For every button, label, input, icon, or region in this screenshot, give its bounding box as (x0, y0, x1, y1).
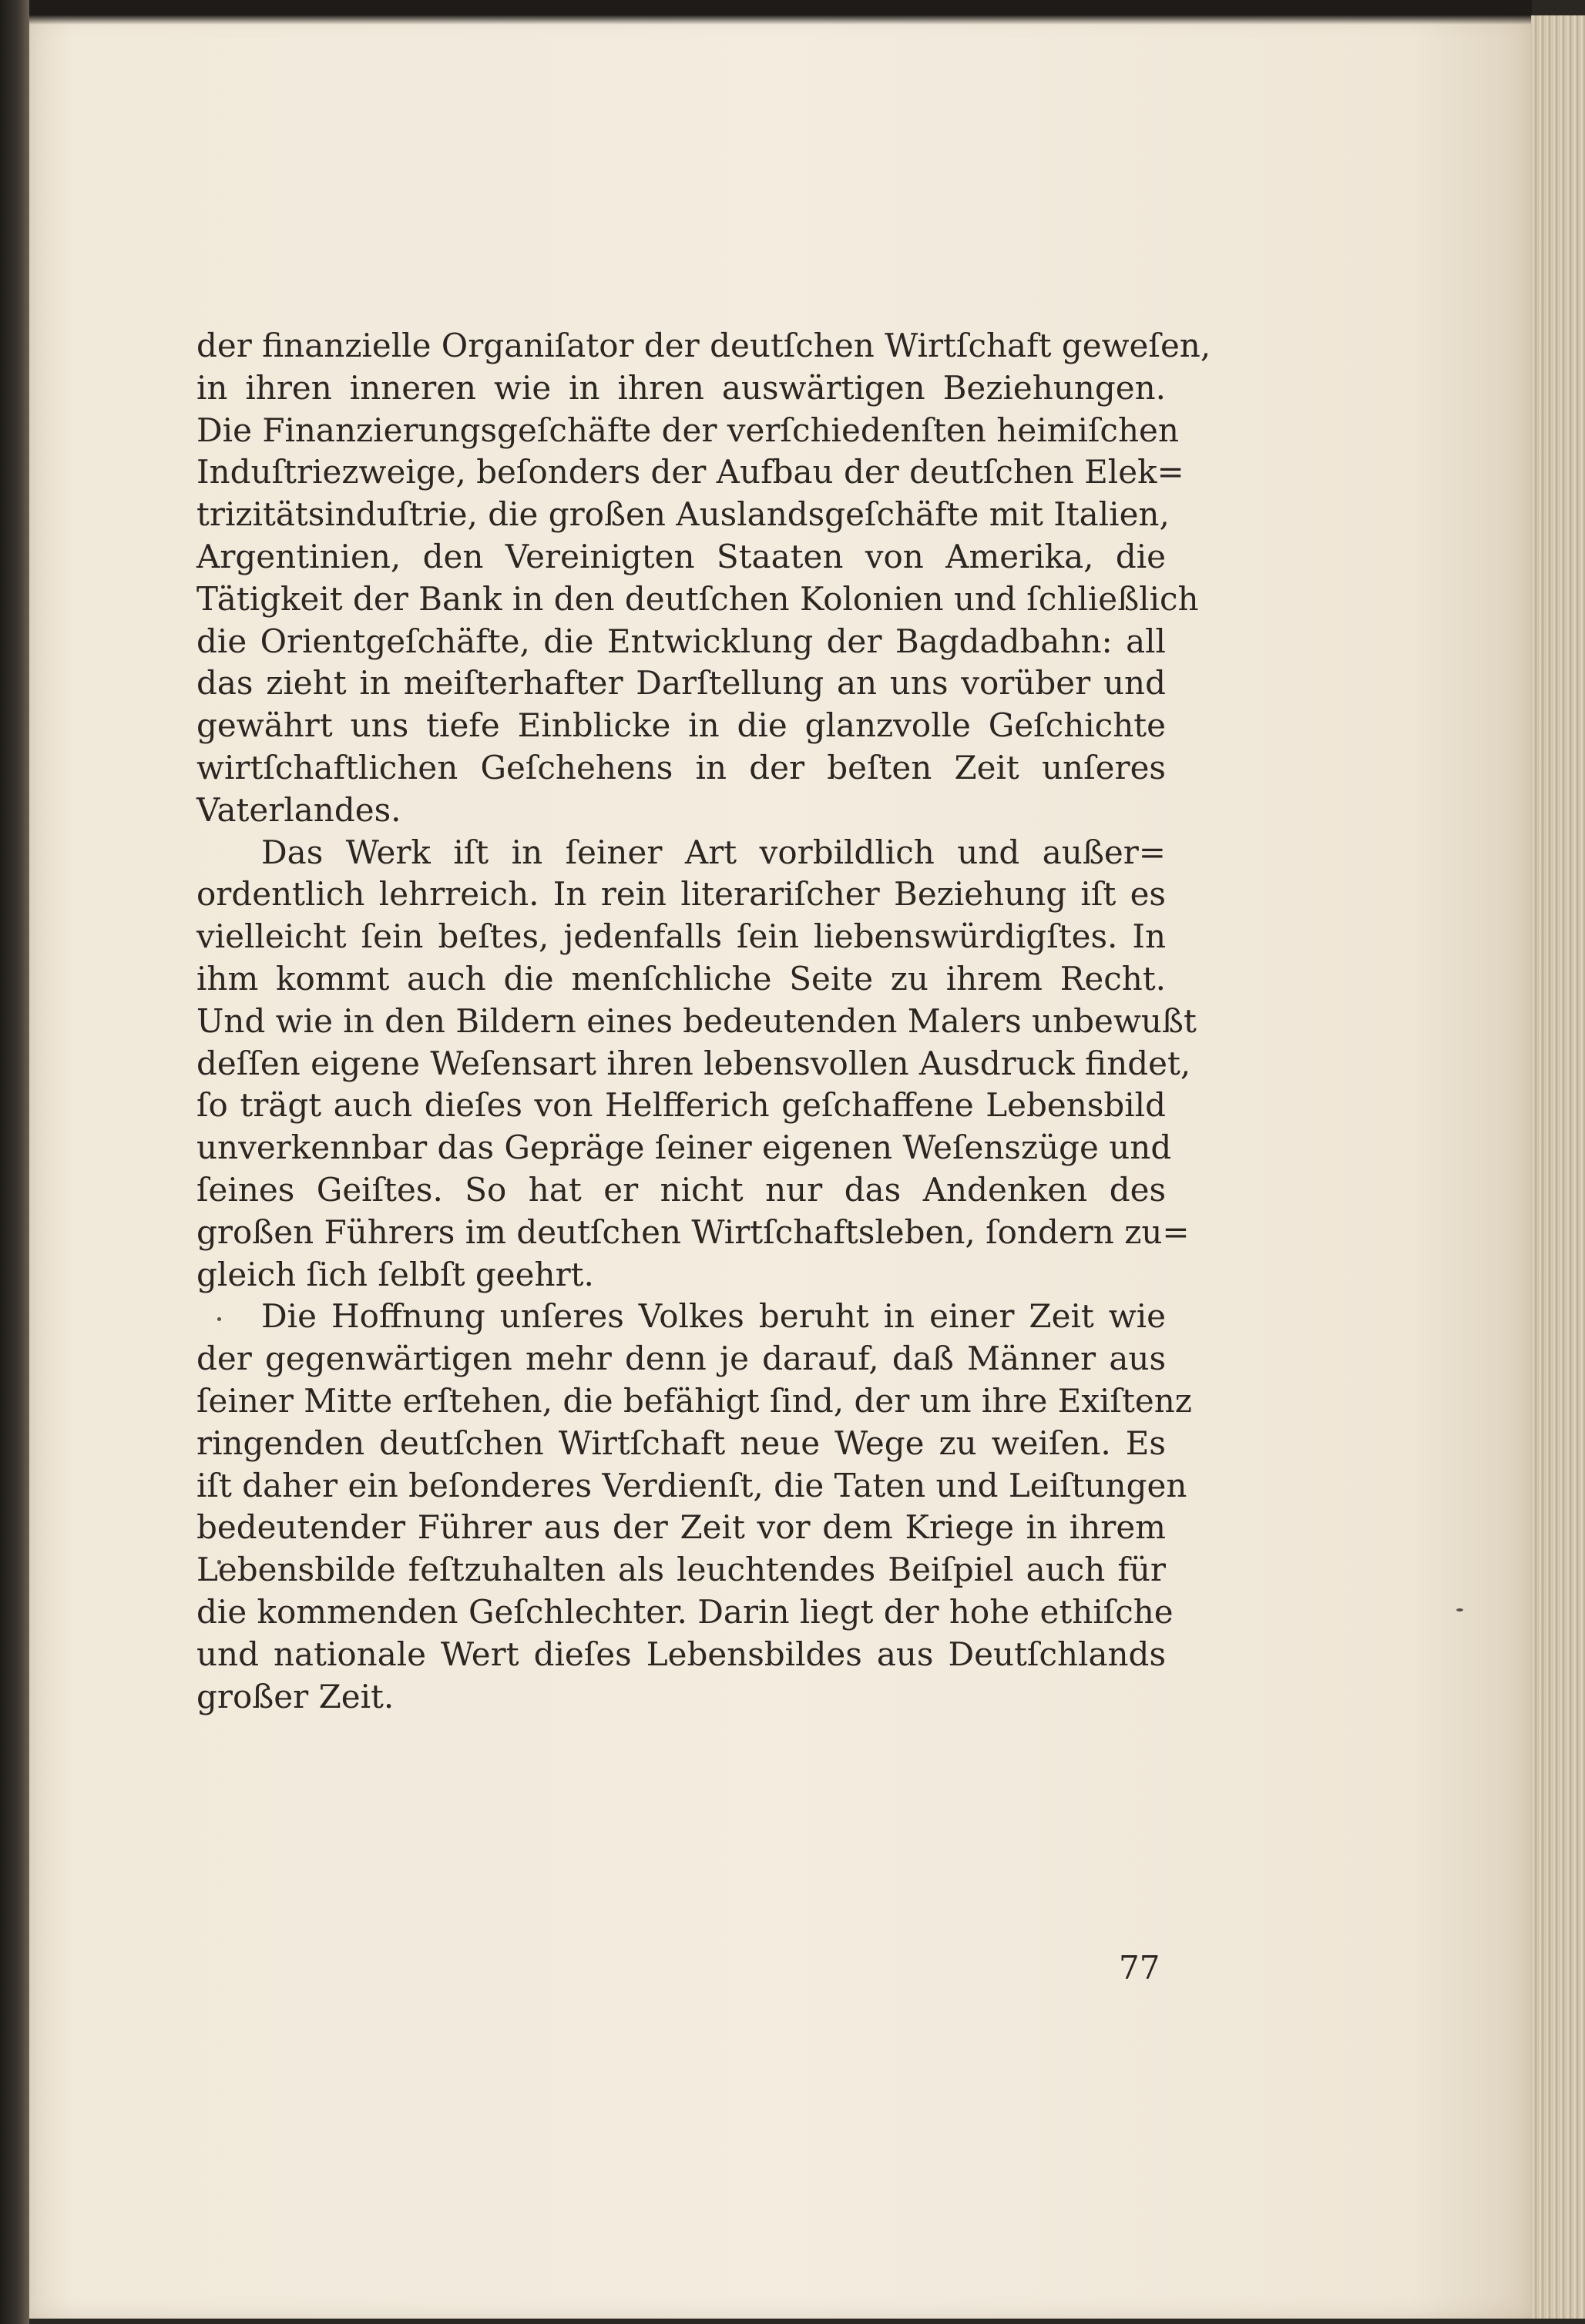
text-line: das zieht in meiſterhafter Darſtellung an uns vorüber und (196, 664, 1166, 703)
text-line: und nationale Wert dieſes Lebensbildes aus Deutſchlands (196, 1635, 1166, 1673)
text-line: ſeines Geiſtes. So hat er nicht nur das Andenken des (196, 1170, 1166, 1209)
text-line: ſeiner Mitte erſtehen, die befähigt ſind, der um ihre Exiſtenz (196, 1381, 1192, 1420)
body-text (196, 325, 1211, 1718)
text-line: iſt daher ein beſonderes Verdienſt, die Taten und Leiſtungen (196, 1466, 1187, 1504)
text-line: Das Werk iſt in ſeiner Art vorbildlich und außer= (261, 833, 1166, 871)
text-line: ringenden deutſchen Wirtſchaft neue Wege zu weiſen. Es (196, 1424, 1166, 1462)
text-line: Argentinien, den Vereinigten Staaten von Amerika, die (196, 537, 1166, 575)
text-line: trizitätsinduſtrie, die großen Auslandsgeſchäfte mit Italien, (196, 495, 1170, 534)
text-line: großer Zeit. (196, 1677, 395, 1715)
text-line: ihm kommt auch die menſchliche Seite zu ihrem Recht. (196, 959, 1166, 998)
text-line: bedeutender Führer aus der Zeit vor dem Kriege in ihrem (196, 1508, 1166, 1547)
paper-speck (1456, 1608, 1463, 1611)
text-line: ordentlich lehrreich. In rein literariſcher Beziehung iſt es (196, 875, 1166, 914)
text-line: gleich ſich ſelbſt geehrt. (196, 1255, 594, 1293)
text-line: der gegenwärtigen mehr denn je darauf, daß Männer aus (196, 1340, 1166, 1378)
text-line: in ihren inneren wie in ihren auswärtigen Beziehungen. (196, 368, 1166, 407)
scan-top-shadow (29, 0, 1532, 25)
text-line: gewährt uns tiefe Einblicke in die glanzvolle Geſchichte (196, 706, 1166, 745)
text-line: großen Führers im deutſchen Wirtſchaftsleben, ſondern zu= (196, 1212, 1190, 1251)
text-line: Lebensbilde feſtzuhalten als leuchtendes Beiſpiel auch für (196, 1551, 1166, 1589)
page-number: 77 (1119, 1949, 1160, 1987)
paragraph-2 (196, 832, 1197, 1296)
text-line: Die Finanzierungsgeſchäfte der verſchiedenſten heimiſchen (196, 411, 1179, 449)
book-binding-edge (0, 0, 29, 2324)
text-line: wirtſchaftlichen Geſchehens in der beſten Zeit unſeres (196, 748, 1166, 786)
text-line: Die Hoffnung unſeres Volkes beruht in einer Zeit wie (261, 1297, 1166, 1336)
text-line: vielleicht ſein beſtes, jedenfalls ſein liebenswürdigſtes. In (196, 917, 1166, 956)
paragraph-3 (196, 1296, 1192, 1718)
text-line: Und wie in den Bildern eines bedeutenden Malers unbewußt (196, 1001, 1197, 1040)
text-line: unverkennbar das Gepräge ſeiner eigenen Weſenszüge und (196, 1128, 1172, 1167)
text-line: die kommenden Geſchlechter. Darin liegt der hohe ethiſche (196, 1592, 1174, 1631)
text-line: Vaterlandes. (196, 790, 401, 829)
text-line: die Orientgeſchäfte, die Entwicklung der Bagdadbahn: all (196, 622, 1166, 660)
text-line: deſſen eigene Weſensart ihren lebensvollen Ausdruck findet, (196, 1044, 1191, 1082)
text-line: Tätigkeit der Bank in den deutſchen Kolonien und ſchließlich (196, 579, 1199, 618)
page-stack-edge (1531, 15, 1585, 2319)
text-line: der finanzielle Organiſator der deutſchen Wirtſchaft geweſen, (196, 327, 1211, 364)
text-line: ſo trägt auch dieſes von Helfferich geſchaffene Lebensbild (196, 1086, 1166, 1125)
text-line: Induſtriezweige, beſonders der Aufbau der deutſchen Elek= (196, 453, 1184, 491)
paragraph-1 (196, 325, 1211, 832)
